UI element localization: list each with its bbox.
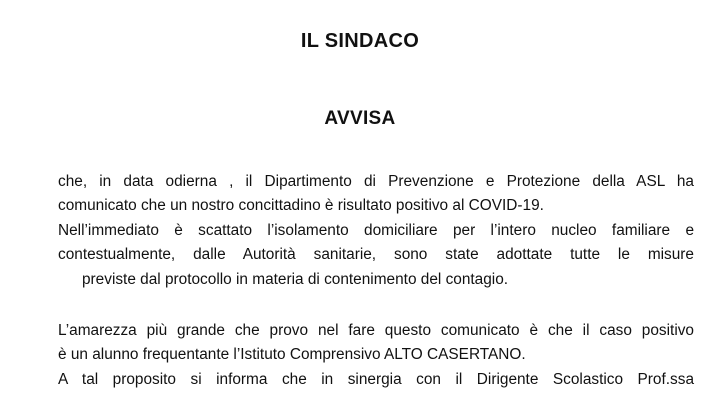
paragraph-gap xyxy=(58,292,694,319)
paragraph-line: comunicato che un nostro concittadino è risultato positivo al COVID-19. xyxy=(58,197,544,215)
paragraph-2 xyxy=(58,319,694,392)
paragraph-line: che, in data odierna , il Dipartimento di Prevenzione e Protezione della ASL ha xyxy=(58,173,694,190)
paragraph-line: Nell’immediato è scattato l’isolamento domiciliare per l’intero nucleo familiare e xyxy=(58,221,694,239)
paragraph-line: contestualmente, dalle Autorità sanitarie, sono state adottate tutte le misure xyxy=(58,246,694,264)
paragraph-1 xyxy=(58,170,694,292)
paragraph-line: L’amarezza più grande che provo nel fare questo comunicato è che il caso positivo xyxy=(58,321,694,339)
document-body xyxy=(58,170,694,392)
paragraph-line: A tal proposito si informa che in sinergia con il Dirigente Scolastico Prof.ssa xyxy=(58,370,694,388)
paragraph-line: previste dal protocollo in materia di contenimento del contagio. xyxy=(82,270,509,288)
document-subtitle: AVVISA xyxy=(324,108,396,129)
paragraph-line: è un alunno frequentante l’Istituto Comprensivo ALTO CASERTANO. xyxy=(58,346,526,364)
document-title: IL SINDACO xyxy=(300,30,420,52)
